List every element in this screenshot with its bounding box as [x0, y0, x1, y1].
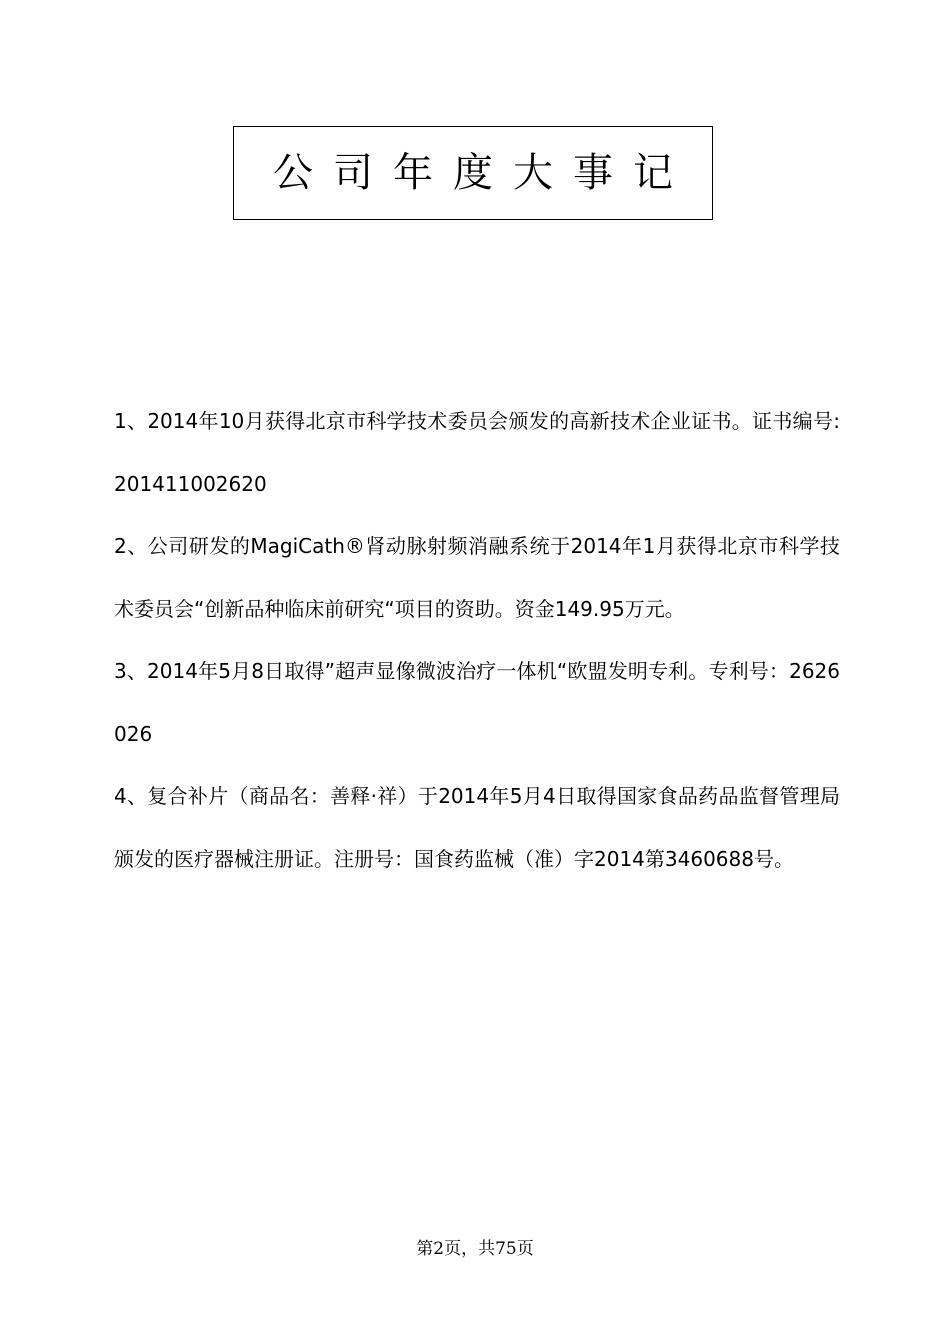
page-title: 公司年度大事记	[273, 150, 693, 196]
page-number-footer: 第2页，共75页	[416, 1239, 534, 1259]
event-item-2: 2、公司研发的MagiCath®肾动脉射频消融系统于2014年1月获得北京市科学技术委员会“创新品种临床前研究“项目的资助。资金149.95万元。	[114, 534, 840, 621]
event-item-3: 3、2014年5月8日取得”超声显像微波治疗一体机“欧盟发明专利。专利号：2626026	[114, 659, 840, 746]
events-list	[114, 390, 840, 890]
event-item-1: 1、2014年10月获得北京市科学技术委员会颁发的高新技术企业证书。证书编号:201411002620	[114, 409, 840, 496]
event-item-4: 4、复合补片（商品名：善释·祥）于2014年5月4日取得国家食品药品监督管理局颁发的医疗器械注册证。注册号：国食药监械（准）字2014第3460688号。	[114, 784, 840, 871]
title-box	[233, 126, 713, 220]
